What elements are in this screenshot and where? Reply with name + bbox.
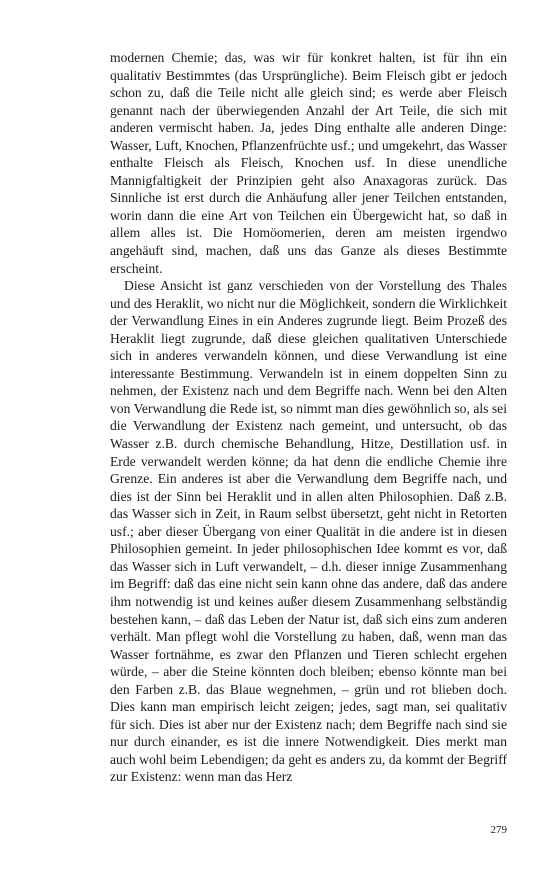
book-page-text: [110, 49, 507, 786]
paragraph-anaxagoras: modernen Chemie; das, was wir für konkret halten, ist für ihn ein qualitativ Bestimmtes (das Ursprüngliche). Beim Fleisch gibt er jedoch schon zu, daß die Teile nicht alle gleich sind; es werde aber Fleisch genannt nach der überwiegenden Anzahl der Art Teile, die sich mit anderen vermischt haben. Ja, jedes Ding enthalte alle anderen Dinge: Wasser, Luft, Knochen, Pflanzenfrüchte usf.; und umgekehrt, das Wasser enthalte Fleisch als Fleisch, Knochen usf. In diese unendliche Mannigfaltigkeit der Prinzipien geht also Anaxagoras zurück. Das Sinnliche ist erst durch die Anhäufung aller jener Teilchen entstanden, worin dann die eine Art von Teilchen ein Übergewicht hat, so daß in allem alles ist. Die Homöomerien, deren am meisten irgendwo angehäuft sind, machen, daß uns das Ganze als dieses Bestimmte erscheint.: [110, 50, 507, 276]
page-number: 279: [490, 824, 507, 836]
paragraph-heraklit: Diese Ansicht ist ganz verschieden von der Vorstellung des Thales und des Heraklit, wo nicht nur die Möglichkeit, sondern die Wirklichkeit der Verwandlung Eines in ein Anderes zugrunde liegt. Beim Prozeß des Heraklit liegt zugrunde, daß diese gleichen qualitativen Unterschiede sich in anderes verwandeln können, und diese Verwandlung ist eine interessante Bestimmung. Verwandeln ist in einem doppelten Sinn zu nehmen, der Existenz nach und dem Begriffe nach. Wenn bei den Alten von Verwandlung die Rede ist, so nimmt man dies gewöhnlich so, als sei die Verwandlung der Existenz nach gemeint, und untersucht, ob das Wasser z.B. durch chemische Behandlung, Hitze, Destillation usf. in Erde verwandelt werden könne; da hat denn die endliche Chemie ihre Grenze. Ein anderes ist aber die Verwandlung dem Begriffe nach, und dies ist der Sinn bei Heraklit und in allen alten Philosophien. Daß z.B. das Wasser sich in Zeit, in Raum selbst übersetzt, geht nicht in Retorten usf.; aber dieser Übergang von einer Qualität in die andere ist in diesen Philosophien gemeint. In jeder philosophischen Idee kommt es vor, daß das Wasser sich in Luft verwandelt, – d.h. dieser innige Zusammenhang im Begriff: daß das eine nicht sein kann ohne das andere, daß das andere ihm notwendig ist und keines außer diesem Zusammenhang selbständig bestehen kann, – daß das Leben der Natur ist, daß sich eins zum anderen verhält. Man pflegt wohl die Vorstellung zu haben, daß, wenn man das Wasser fortnähme, es zwar den Pflanzen und Tieren schlecht ergehen würde, – aber die Steine könnten doch bleiben; ebenso könnte man bei den Farben z.B. das Blaue wegnehmen, – grün und rot blieben doch. Dies kann man empirisch leicht zeigen; jedes, sagt man, sei qualitativ für sich. Dies ist aber nur der Existenz nach; dem Begriffe nach sind sie nur durch einander, es ist die innere Notwendigkeit. Dies merkt man auch wohl beim Lebendigen; da geht es anders zu, da kommt der Begriff zur Existenz: wenn man das Herz: [110, 278, 507, 785]
